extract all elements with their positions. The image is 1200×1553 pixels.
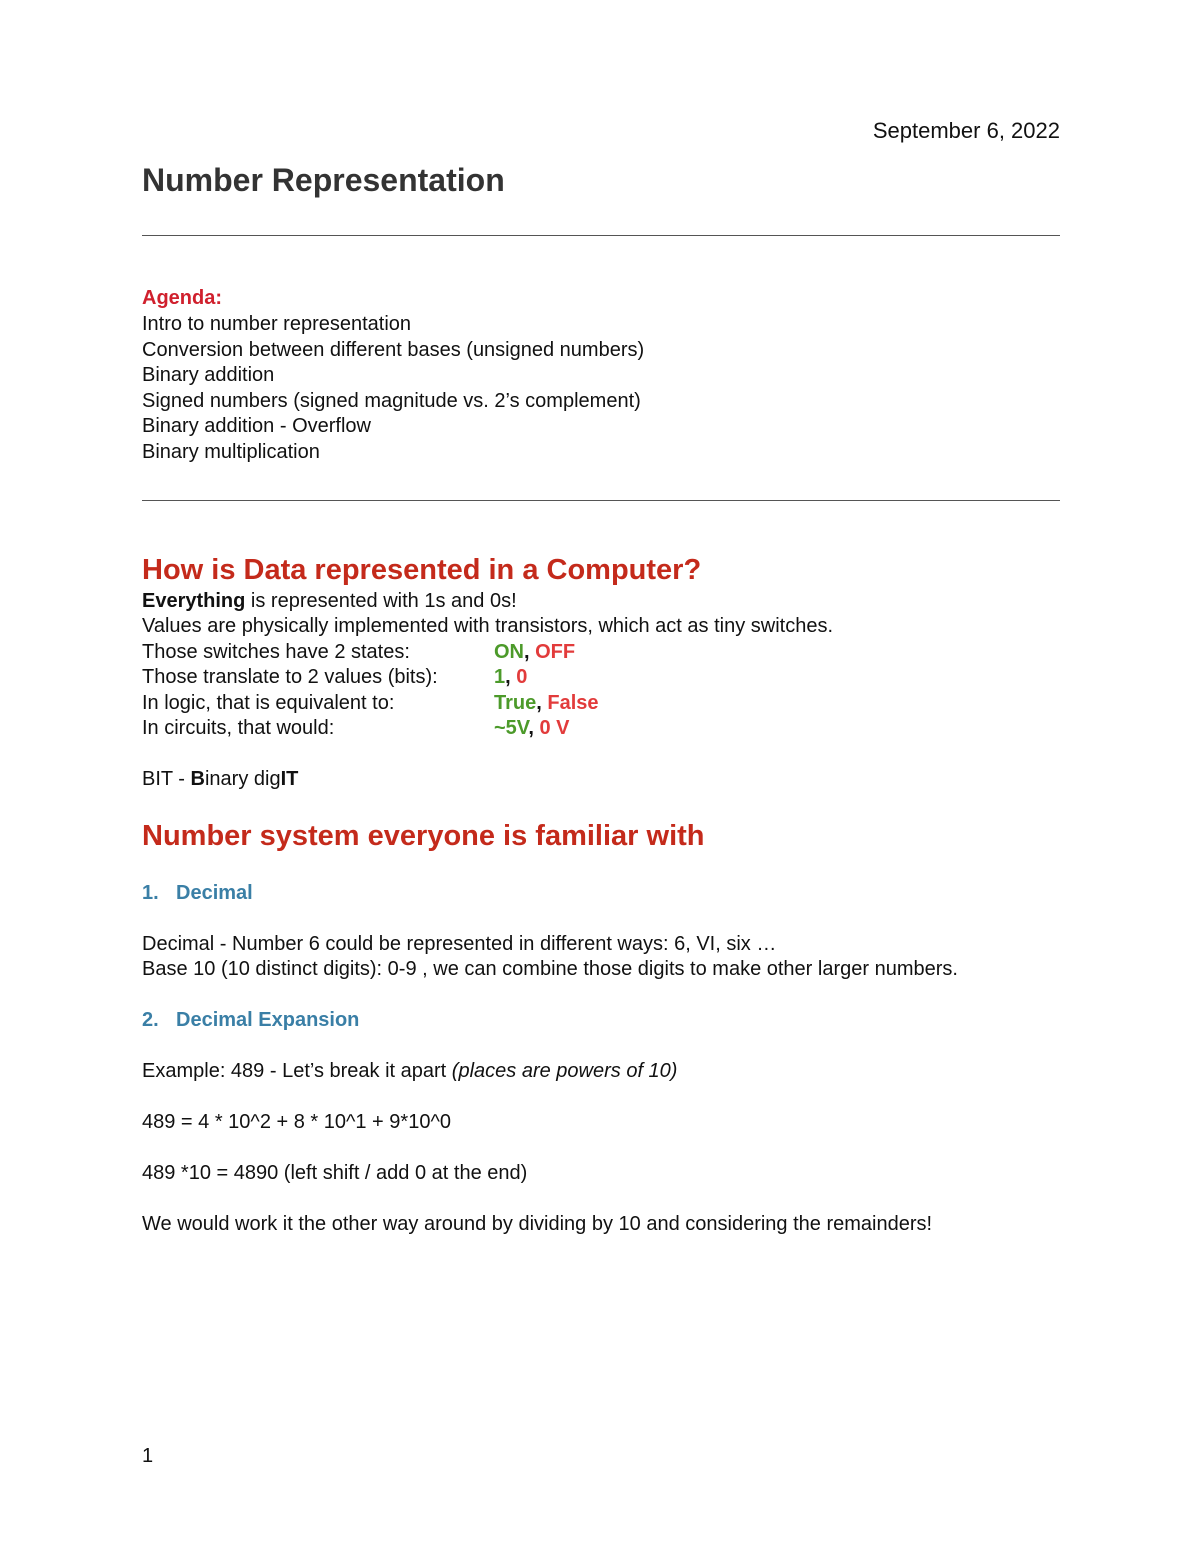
value-separator: , [524,641,536,663]
subheading-text: Decimal Expansion [176,1009,360,1031]
agenda-heading: Agenda: [142,287,222,309]
decimal-line-2: Base 10 (10 distinct digits): 0-9 , we can combine those digits to make other larger numbers. [142,958,958,980]
agenda-item: Binary addition [142,364,275,386]
logic-label: In logic, that is equivalent to: [142,692,395,714]
everything-rest: is represented with 1s and 0s! [245,590,517,612]
agenda-item: Binary addition - Overflow [142,415,371,437]
value-separator: , [528,717,540,739]
bit-mid: inary dig [204,768,281,790]
document-date: September 6, 2022 [872,118,1060,143]
shift-line: 489 *10 = 4890 (left shift / add 0 at the end) [142,1162,528,1184]
divider-top [142,235,1060,236]
value-separator: , [505,666,517,688]
value-false: False [547,692,599,714]
value-5v: ~5V [494,717,529,739]
example-line [142,1060,677,1083]
decimal-line-1: Decimal - Number 6 could be represented in different ways: 6, VI, six … [142,933,777,955]
subheading-number: 1. [142,882,159,904]
value-zero: 0 [516,666,528,688]
bits-label: Those translate to 2 values (bits): [142,666,438,688]
value-one: 1 [494,666,506,688]
subheading-decimal-expansion [142,1009,359,1032]
page-title: Number Representation [142,162,505,198]
example-prefix: Example: 489 - Let’s break it apart [142,1060,452,1082]
section-heading-data: How is Data represented in a Computer? [142,554,702,586]
agenda-item: Signed numbers (signed magnitude vs. 2’s complement) [142,389,641,412]
bit-b: B [190,768,205,790]
value-off: OFF [535,641,576,663]
divider-agenda [142,500,1060,501]
agenda-item: Conversion between different bases (unsigned numbers) [142,338,645,361]
everything-bold: Everything [142,590,246,612]
value-true: True [494,692,537,714]
states-label: Those switches have 2 states: [142,641,410,663]
page-number: 1 [142,1445,154,1467]
agenda-list [142,312,644,465]
value-on: ON [494,641,524,663]
circuits-label: In circuits, that would: [142,717,335,739]
bit-prefix: BIT - [142,768,191,790]
bit-definition [142,768,298,791]
reverse-line: We would work it the other way around by dividing by 10 and considering the remainders! [142,1213,933,1235]
bit-it: IT [280,768,299,790]
agenda-item: Intro to number representation [142,313,412,335]
physical-line: Values are physically implemented with transistors, which act as tiny switches. [142,615,834,637]
example-italic: (places are powers of 10) [451,1060,678,1082]
value-0v: 0 V [539,717,570,739]
bits-values [494,666,527,689]
circuits-values [494,717,569,740]
everything-line [142,590,517,613]
subheading-text: Decimal [176,882,253,904]
expansion-line: 489 = 4 * 10^2 + 8 * 10^1 + 9*10^0 [142,1111,451,1133]
agenda-item: Binary multiplication [142,440,320,463]
states-values [494,641,575,664]
section-heading-number-system: Number system everyone is familiar with [142,820,705,852]
logic-values [494,692,599,715]
value-separator: , [536,692,548,714]
subheading-decimal [142,882,253,905]
subheading-number: 2. [142,1009,159,1031]
